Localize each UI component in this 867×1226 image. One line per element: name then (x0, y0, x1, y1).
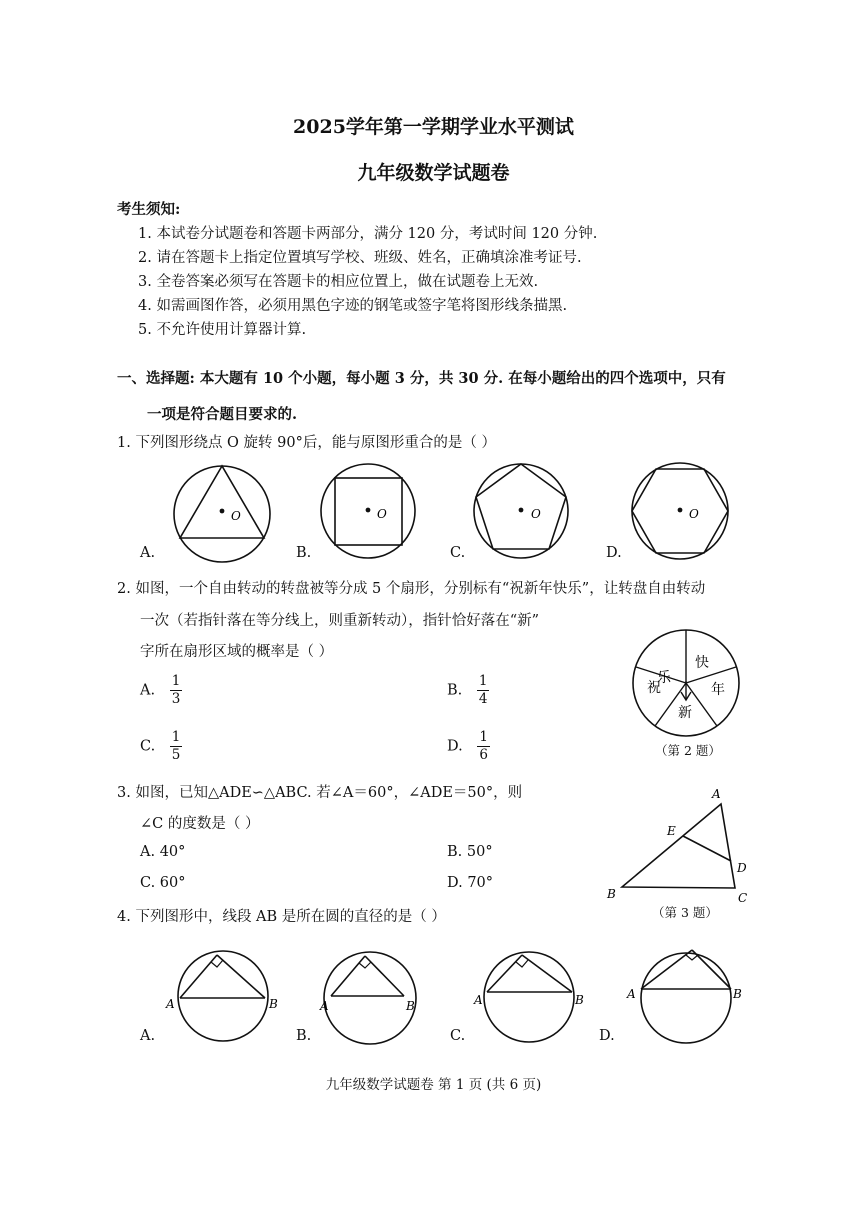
q3-option-b: B. 50° (447, 844, 493, 860)
q3-option-a: A. 40° (140, 844, 186, 860)
q4-stem: 4. 下列图形中，线段 AB 是所在圆的直径的是（ ） (117, 909, 446, 925)
q2-sector-label: 快 (695, 655, 709, 671)
q4-figure-b (319, 952, 416, 1044)
q2-option-b: B. $\frac{1}{4}$ (447, 673, 488, 707)
svg-text:O: O (531, 507, 541, 521)
section-heading: 一、选择题: 本大题有 10 个小题，每小题 3 分，共 30 分. 在每小题给出的四个选项中，只有 (117, 370, 726, 387)
q1-option-d: D. (606, 545, 622, 561)
svg-text:B: B (269, 997, 278, 1011)
q1-option-a: A. (140, 545, 156, 561)
q3-point-e: E (667, 824, 676, 838)
q3-point-d: D (737, 861, 747, 875)
q2-sector-label: 年 (711, 682, 725, 698)
notice-heading: 考生须知: (117, 201, 181, 218)
q2-option-d: D. $\frac{1}{6}$ (447, 729, 488, 763)
q4-figure-d (626, 950, 742, 1043)
q1-option-c: C. (450, 545, 466, 561)
q3-point-b: B (607, 887, 616, 901)
page-footer: 九年级数学试题卷 第 1 页 (共 6 页) (325, 1077, 542, 1093)
notice-item-3: 3. 全卷答案必须写在答题卡的相应位置上，做在试题卷上无效. (138, 274, 539, 290)
q4-option-a: A. (140, 1028, 156, 1044)
q2-option-c: C. $\frac{1}{5}$ (140, 729, 181, 763)
q3-caption: （第 3 题） (652, 905, 718, 920)
q2-line-1: 2. 如图，一个自由转动的转盘被等分成 5 个扇形，分别标有“祝新年快乐”，让转盘自由转动 (117, 581, 706, 597)
q1-point-label: O (231, 509, 241, 523)
q4-option-d: D. (599, 1028, 615, 1044)
svg-text:B: B (406, 999, 415, 1013)
q3-line-1: 3. 如图，已知△ADE∽△ABC. 若∠A＝60°，∠ADE＝50°，则 (117, 785, 523, 801)
notice-item-1: 1. 本试卷分试题卷和答题卡两部分，满分 120 分，考试时间 120 分钟. (138, 226, 598, 242)
svg-text:B: B (575, 993, 584, 1007)
notice-item-5: 5. 不允许使用计算器计算. (138, 322, 307, 338)
q2-line-3: 字所在扇形区域的概率是（ ） (140, 644, 334, 660)
q2-caption: （第 2 题） (655, 743, 721, 758)
q3-option-d: D. 70° (447, 875, 494, 891)
q3-line-2: ∠C 的度数是（ ） (140, 816, 260, 832)
q2-sector-label: 乐 (657, 670, 671, 686)
q1-stem: 1. 下列图形绕点 O 旋转 90°后，能与原图形重合的是（ ） (117, 435, 496, 451)
svg-text:O: O (377, 507, 387, 521)
svg-text:A: A (627, 987, 636, 1001)
q3-option-c: C. 60° (140, 875, 186, 891)
q4-figure-a (165, 951, 278, 1041)
q3-point-c: C (738, 891, 748, 905)
q4-figure-c (473, 952, 584, 1042)
svg-text:A: A (320, 999, 329, 1013)
q4-option-c: C. (450, 1028, 466, 1044)
q3-point-a: A (712, 787, 721, 801)
notice-item-2: 2. 请在答题卡上指定位置填写学校、班级、姓名，正确填涂准考证号. (138, 250, 582, 266)
q1-option-b: B. (296, 545, 312, 561)
q2-line-2: 一次（若指针落在等分线上，则重新转动），指针恰好落在“新” (140, 613, 540, 629)
q2-option-a: A. $\frac{1}{3}$ (140, 673, 181, 707)
exam-title: 2025学年第一学期学业水平测试 (293, 116, 574, 138)
svg-text:A: A (474, 993, 483, 1007)
section-heading-cont: 一项是符合题目要求的. (147, 406, 298, 423)
svg-text:B: B (733, 987, 742, 1001)
svg-text:O: O (689, 507, 699, 521)
notice-item-4: 4. 如需画图作答，必须用黑色字迹的钢笔或签字笔将图形线条描黑. (138, 298, 568, 314)
q4-option-b: B. (296, 1028, 312, 1044)
svg-text:A: A (166, 997, 175, 1011)
q2-sector-label: 祝 (647, 680, 661, 696)
exam-subtitle: 九年级数学试题卷 (357, 162, 510, 184)
q2-sector-label: 新 (678, 705, 692, 721)
